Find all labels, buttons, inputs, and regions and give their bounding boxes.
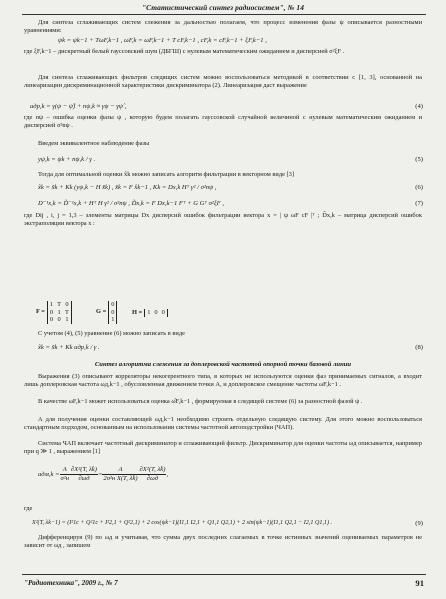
fraction: $\frac{\text{∂X²(T, λ̂k)}}{\partial\omega д}$	[139, 466, 166, 482]
equation-observation: yψ,k = ψk + nψ,k / γ .	[38, 156, 96, 163]
paragraph: А для получения оценки составляющей ωд,k−1 необходимо строить отдельную следящую систему. Для этого можно воспользоваться стандартным подходом, основанным на использовании системы частотной автоподстройки (ЧАП).	[24, 416, 422, 431]
fraction: $\frac{A}{\text{σ²н}}$	[60, 466, 70, 482]
matrix-label: G =	[96, 308, 107, 316]
equation-number: (4)	[415, 103, 423, 110]
paragraph: В качестве ωF,k−1 может использоваться оценка ω̂F,k−1 , формируемая в следящей системе (6) за разностной фазой ψ .	[38, 398, 363, 405]
paragraph: Введем эквивалентное наблюдение фазы	[38, 140, 150, 147]
paragraph: С учетом (4), (5) уравнение (6) можно записать в виде	[38, 330, 185, 337]
paragraph: где ξF,k−1 – дискретный белый гауссовский шум (ДБГШ) с нулевым математическим ожиданием и дисперсией σ²ξF .	[24, 48, 345, 55]
paragraph: Выражения (3) описывают корреляторы некогерентного типа, в которых не используются оценки фаз принимаемых сигналов, а входит лишь доплеровская частота ωд,k−1 , обусловленная движением точки A, и доплеровское смещение частоты ωF,k−1 .	[24, 373, 422, 388]
section-heading: Синтез алгоритма слежения за доплеровской частотой опорной точки базовой линии	[94, 361, 352, 368]
footer-rule	[22, 574, 426, 575]
paragraph: Дифференцируя (9) по ωд и учитывая, что сумма двух последних слагаемых в точке истинных значений оцениваемых параметров не зависит от ωд , запишем	[24, 534, 422, 549]
equation-number: (7)	[415, 200, 423, 207]
page-number: 91	[415, 578, 424, 588]
paragraph: Тогда для оптимальной оценки x̂k можно записать алгоритм фильтрации в векторном виде [3]	[38, 171, 294, 178]
matrix-F: F = 1 T 0 0 1 T 0 0 1	[36, 301, 72, 324]
equation-discriminator: uдм,k = $\frac{A}{\text{σ²н}}$ $\frac{\text{∂X²(T, λ̂k)}}{\partial\omega д}$ = $\frac{A}{\text{2σ²н X(T, λ̂k)}}$ $\frac{\text{∂X²(T, λ̂k)}}{\partial\omega д}$ ,	[38, 466, 169, 482]
equation-linearization: uдр,k = γ(ψ − ψ̂) + nψ,k ≈ γψ − γψ̂ ,	[30, 103, 127, 110]
equation-filter: x̂k = x̃k + Kk (yψ,k − H x̃k) , x̃k = F x̂k−1 , Kk = Dx,k Hᵀ γ² / σ²nψ ,	[38, 184, 217, 191]
paragraph: где Dij , i, j = 1,3 – элементы матрицы Dx дисперсий ошибок фильтрации вектора x = | ψ ωF cF |ᵀ ; D̃x,k – матрица дисперсий ошибок экстраполяции вектора x :	[24, 212, 422, 227]
matrix-G: G = 0 0 1	[96, 301, 117, 324]
matrix-H: H = 1 0 0	[132, 309, 168, 317]
equation-number: (9)	[415, 520, 423, 527]
journal-footer: "Радиотехника", 2009 г., № 7	[24, 579, 118, 587]
matrix-label: F =	[36, 308, 45, 316]
fraction: $\frac{A}{\text{2σ²н X(T, λ̂k)}}$	[103, 466, 138, 482]
running-header: "Статистический синтез радиосистем", № 14	[141, 3, 305, 12]
equation-covariance: D⁻¹x,k = D̃⁻¹x,k + Hᵀ H γ² / σ²nψ , D̃x,k = F Dx,k−1 Fᵀ + G Gᵀ σ²ξF ,	[38, 200, 224, 207]
label-where: где	[24, 505, 33, 512]
equation-phase-model: ψk = ψk−1 + TωF,k−1 , ωF,k = ωF,k−1 + T cF,k−1 , cF,k = cF,k−1 + ξF,k−1 ,	[58, 37, 267, 44]
fraction: $\frac{\text{∂X²(T, λ̂k)}}{\partial\omega д}$	[71, 466, 97, 482]
paragraph: Система ЧАП включает частотный дискриминатор и сглаживающий фильтр. Дискриминатор для оценки частоты ωд описывается, например при q ≫ 1 , выражением [1]	[24, 440, 422, 455]
paragraph: Для синтеза сглаживающих систем слежения за дальностью полагаем, что процесс изменения фазы ψ описывается разностными уравнениями:	[24, 19, 422, 34]
equation-number: (5)	[415, 156, 423, 163]
paragraph: Для синтеза сглаживающих фильтров следящих систем можно воспользоваться методикой в соответствии с [1, 3], основанной на линеаризации дискриминационной характеристики дискриминатора (2). Линеаризация даст выражение	[24, 74, 422, 89]
equation-number: (8)	[415, 344, 423, 351]
paragraph: где nψ – ошибка оценки фазы ψ , которую будем полагать гауссовской случайной величиной с нулевым математическим ожиданием и дисперсией σ²nψ .	[24, 114, 422, 129]
matrix-label: H =	[132, 309, 143, 316]
header-rule	[22, 14, 426, 15]
equation-filter-final: x̂k = x̃k + Kk uдр,k / γ .	[38, 344, 100, 351]
equation-number: (6)	[415, 184, 423, 191]
equation-envelope: X²(T, λk−1) = (I²1c + Q²1c + I²2,1 + Q²2,1) + 2 cos(ψk−1)(I1,1 I2,1 + Q1,1 Q2,1) + 2 sin(ψk−1)(I1,1 Q2,1 − I2,1 Q1,1) .	[32, 520, 333, 526]
